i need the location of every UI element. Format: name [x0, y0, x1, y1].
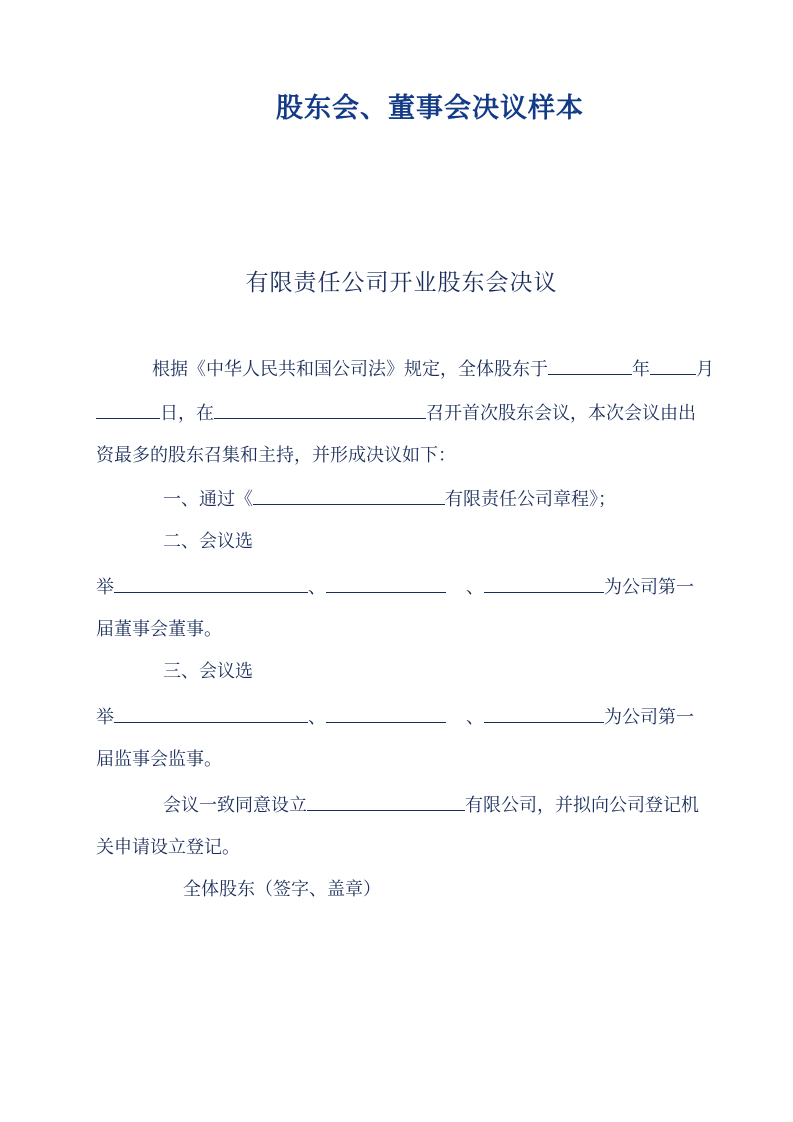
- conclusion-line-2: [96, 834, 708, 862]
- paragraph-1-text: 根据《中华人民共和国公司法》规定，全体股东于: [152, 359, 548, 380]
- director-name-blank-1[interactable]: [114, 572, 308, 593]
- meeting-location-blank[interactable]: [214, 398, 426, 419]
- item-1-line: [163, 484, 708, 514]
- paragraph-1-text-3: 资最多的股东召集和主持，并形成决议如下：: [96, 445, 456, 466]
- signature-label: 全体股东（签字、盖章）: [183, 879, 381, 900]
- item-1-suffix: 有限责任公司章程》；: [445, 489, 616, 510]
- date-month-blank[interactable]: [650, 354, 696, 375]
- item-1-prefix: 一、通过《: [163, 489, 253, 510]
- item-2-end: 届董事会董事。: [96, 619, 222, 640]
- item-3-end-line: [96, 746, 708, 774]
- item-2-sep-2: 、: [466, 577, 484, 598]
- item-3-head-text: 三、会议选: [163, 661, 253, 682]
- supervisor-name-blank-1[interactable]: [114, 702, 308, 723]
- paragraph-1-line-1: [152, 354, 714, 384]
- year-label: 年: [632, 359, 650, 380]
- item-3-sep-1: 、: [308, 707, 326, 728]
- item-2-ju: 举: [96, 577, 114, 598]
- supervisor-name-blank-3[interactable]: [484, 702, 604, 723]
- supervisor-name-blank-2[interactable]: [326, 702, 446, 723]
- director-name-blank-3[interactable]: [484, 572, 604, 593]
- item-2-line: [96, 572, 708, 602]
- conclusion-text-2: 有限公司，并拟向公司登记机: [465, 795, 699, 816]
- paragraph-1-line-2: [96, 398, 708, 428]
- conclusion-text-3: 关申请设立登记。: [96, 837, 240, 858]
- item-3-end: 届监事会监事。: [96, 749, 222, 770]
- director-name-blank-2[interactable]: [326, 572, 446, 593]
- conclusion-line-1: [163, 790, 708, 820]
- document-title: 股东会、董事会决议样本: [276, 93, 584, 124]
- item-3-tail: 为公司第一: [604, 707, 694, 728]
- paragraph-1-line-3: [96, 442, 708, 470]
- item-2-tail: 为公司第一: [604, 577, 694, 598]
- month-label: 月: [696, 359, 714, 380]
- item-2-sep-1: 、: [308, 577, 326, 598]
- item-3-ju: 举: [96, 707, 114, 728]
- item-2-end-line: [96, 616, 708, 644]
- conclusion-text-1: 会议一致同意设立: [163, 795, 307, 816]
- item-2-head: [163, 528, 708, 556]
- item-2-head-text: 二、会议选: [163, 531, 253, 552]
- document-subtitle: 有限责任公司开业股东会决议: [245, 270, 558, 296]
- signature-line: [183, 876, 583, 904]
- day-label: 日，在: [160, 403, 214, 424]
- item-3-sep-2: 、: [466, 707, 484, 728]
- item-3-head: [163, 658, 708, 686]
- company-name-blank-1[interactable]: [253, 484, 445, 505]
- paragraph-1-text-2: 召开首次股东会议，本次会议由出: [426, 403, 696, 424]
- company-name-blank-2[interactable]: [307, 790, 465, 811]
- date-year-blank[interactable]: [548, 354, 632, 375]
- item-3-line: [96, 702, 708, 732]
- date-day-blank[interactable]: [96, 398, 160, 419]
